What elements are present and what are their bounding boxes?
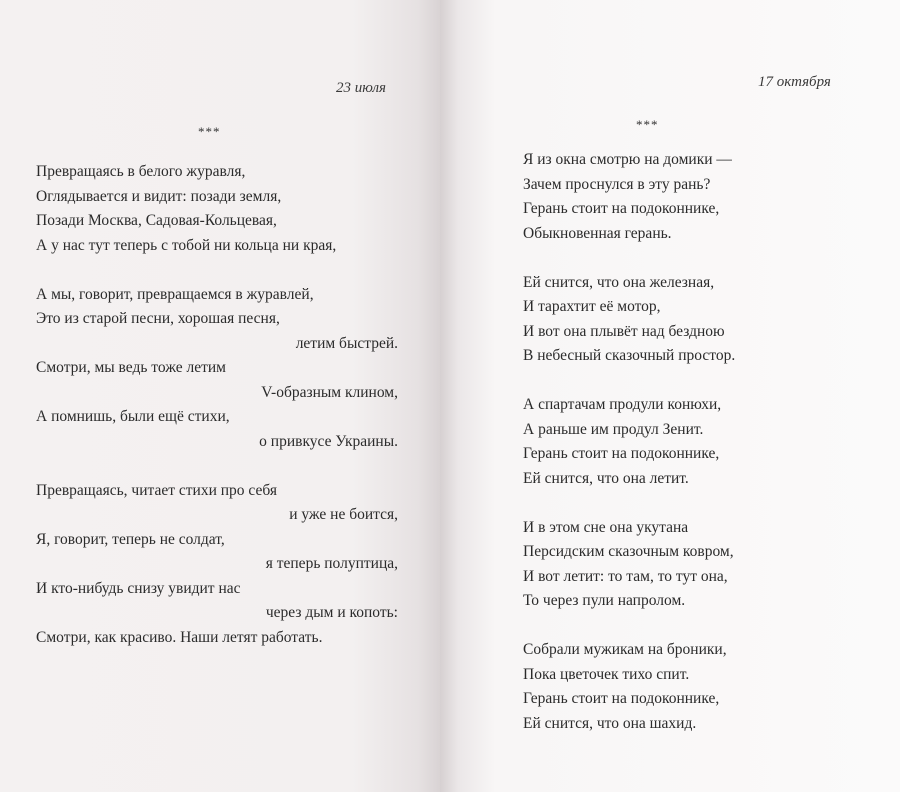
poem-line: А мы, говорит, превращаемся в журавлей, bbox=[36, 285, 314, 303]
poem-line: Ей снится, что она шахид. bbox=[523, 714, 697, 732]
poem-line: Превращаясь, читает стихи про себя bbox=[36, 481, 277, 499]
poem-line: и уже не боится, bbox=[289, 506, 398, 523]
poem-text bbox=[523, 148, 843, 736]
poem-line: Превращаясь в белого журавля, bbox=[36, 163, 246, 180]
poem-line: В небесный сказочный простор. bbox=[523, 347, 736, 364]
poem-line: Смотри, как красиво. Наши летят работать. bbox=[36, 628, 323, 646]
poem-line: А у нас тут теперь с тобой ни кольца ни края, bbox=[36, 236, 337, 254]
stanza-gap bbox=[523, 369, 843, 394]
poem-separator: *** bbox=[636, 117, 659, 132]
poem-date: 23 июля bbox=[336, 80, 386, 96]
poem-line: А помнишь, были ещё стихи, bbox=[36, 408, 230, 425]
poem-line: Это из старой песни, хорошая песня, bbox=[36, 310, 280, 327]
stanza-gap bbox=[36, 454, 398, 479]
stanza-gap bbox=[36, 258, 398, 283]
poem-line: Зачем проснулся в эту рань? bbox=[523, 175, 711, 193]
stanza-gap bbox=[523, 491, 843, 516]
poem-line: через дым и копоть: bbox=[265, 604, 398, 621]
poem-line: И вот летит: то там, то тут она, bbox=[523, 567, 728, 585]
poem-line: Пока цветочек тихо спит. bbox=[523, 665, 690, 683]
poem-line: Я, говорит, теперь не солдат, bbox=[36, 530, 225, 548]
poem-line: Герань стоит на подоконнике, bbox=[523, 200, 720, 217]
poem-date: 17 октября bbox=[758, 74, 831, 90]
poem-line: А раньше им продул Зенит. bbox=[523, 420, 704, 438]
poem-line: Герань стоит на подоконнике, bbox=[523, 690, 720, 707]
poem-line: Собрали мужикам на броники, bbox=[523, 641, 727, 658]
poem-line: Позади Москва, Садовая-Кольцевая, bbox=[36, 212, 277, 229]
poem-line: И вот она плывёт над бездною bbox=[523, 322, 725, 340]
stanza-gap bbox=[523, 246, 843, 271]
poem-line: Я из окна смотрю на домики — bbox=[523, 151, 732, 168]
poem-line: То через пули напролом. bbox=[523, 592, 686, 609]
poem-line: Герань стоит на подоконнике, bbox=[523, 445, 720, 462]
stanza-gap bbox=[523, 614, 843, 639]
poem-line: А спартачам продули конюхи, bbox=[523, 396, 722, 413]
left-page bbox=[0, 0, 440, 792]
poem-text bbox=[36, 160, 398, 650]
poem-line: И тарахтит её мотор, bbox=[523, 298, 661, 315]
poem-line: о привкусе Украины. bbox=[259, 432, 398, 450]
poem-line: И кто-нибудь снизу увидит нас bbox=[36, 579, 241, 597]
poem-line: V-образным клином, bbox=[261, 383, 398, 401]
poem-line: я теперь полуптица, bbox=[265, 555, 398, 572]
poem-line: Смотри, мы ведь тоже летим bbox=[36, 359, 226, 376]
right-page bbox=[440, 0, 900, 792]
poem-line: Ей снится, что она летит. bbox=[523, 469, 689, 487]
poem-line: Оглядывается и видит: позади земля, bbox=[36, 187, 282, 205]
poem-separator: *** bbox=[198, 124, 221, 139]
poem-line: И в этом сне она укутана bbox=[523, 518, 689, 536]
poem-line: Персидским сказочным ковром, bbox=[523, 543, 734, 560]
poem-line: Обыкновенная герань. bbox=[523, 224, 672, 242]
poem-line: Ей снится, что она железная, bbox=[523, 273, 715, 291]
poem-line: летим быстрей. bbox=[295, 334, 398, 352]
